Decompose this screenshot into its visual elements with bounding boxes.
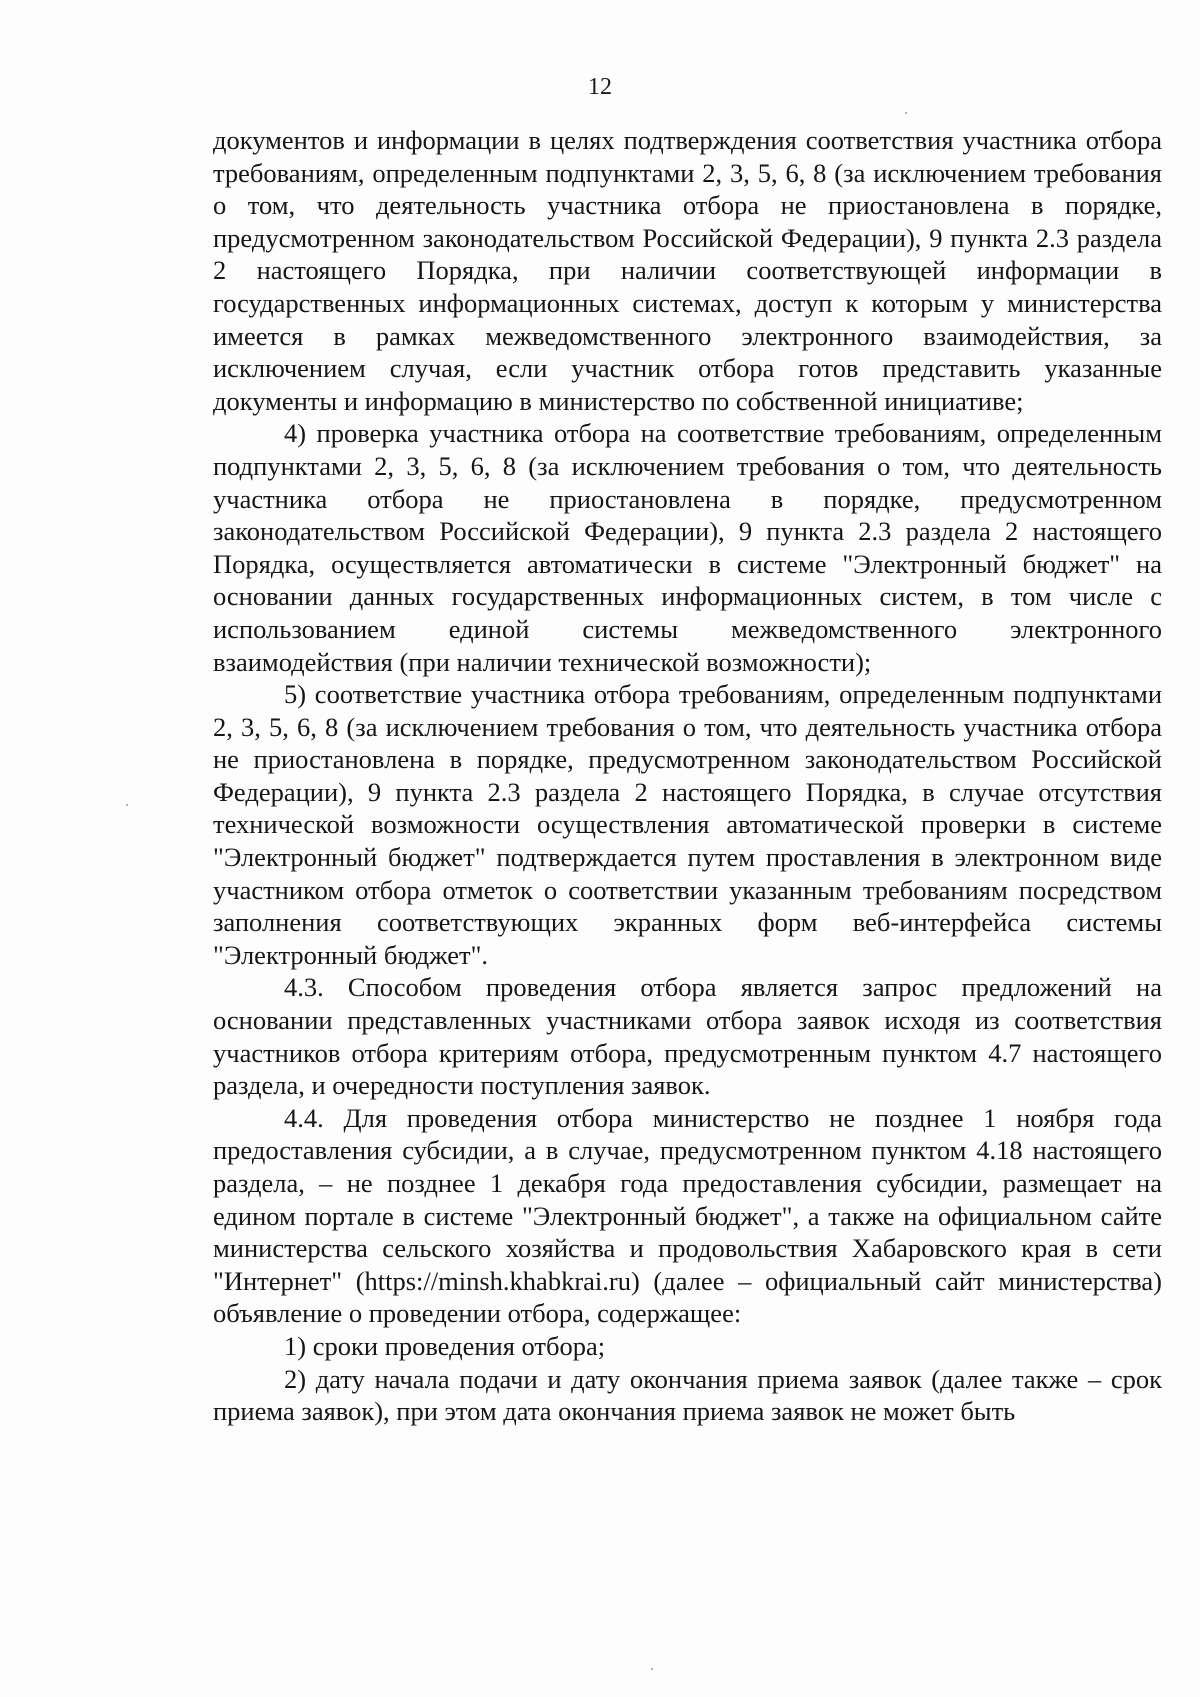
paragraph-list-item-2: 2) дату начала подачи и дату окончания приема заявок (далее также – срок приема заявок), при этом дата окончания приема заявок не может быть xyxy=(213,1363,1162,1427)
paragraph-item-4: 4) проверка участника отбора на соответствие требованиям, определенным подпунктами 2, 3, 5, 6, 8 (за исключением требования о том, что деятельность участника отбора не приостановлена в порядке, предусмотренном законодательством Российской Федерации), 9 пункта 2.3 раздела 2 настоящего Порядка, осуществляется автоматически в системе "Электронный бюджет" на основании данных государственных информационных систем, в том числе с использованием единой системы межведомственного электронного взаимодействия (при наличии технической возможности); xyxy=(213,418,1162,677)
scan-speck xyxy=(905,112,907,114)
scan-speck xyxy=(651,1668,653,1670)
document-body xyxy=(213,124,1162,1428)
paragraph-item-5: 5) соответствие участника отбора требованиям, определенным подпунктами 2, 3, 5, 6, 8 (за исключением требования о том, что деятельность участника отбора не приостановлена в порядке, предусмотренном законодательством Российской Федерации), 9 пункта 2.3 раздела 2 настоящего Порядка, в случае отсутствия технической возможности осуществления автоматической проверки в системе "Электронный бюджет" подтверждается путем проставления в электронном виде участником отбора отметок о соответствии указанным требованиям посредством заполнения соответствующих экранных форм веб-интерфейса системы "Электронный бюджет". xyxy=(213,679,1162,970)
paragraph-list-item-1: 1) сроки проведения отбора; xyxy=(284,1330,606,1361)
paragraph-4-4: 4.4. Для проведения отбора министерство не позднее 1 ноября года предоставления субсидии, а в случае, предусмотренном пунктом 4.18 настоящего раздела, – не позднее 1 декабря года предоставления субсидии, размещает на едином портале в системе "Электронный бюджет", а также на официальном сайте министерства сельского хозяйства и продовольствия Хабаровского края в сети "Интернет" (https://minsh.khabkrai.ru) (далее – официальный сайт министерства) объявление о проведении отбора, содержащее: xyxy=(213,1102,1162,1329)
paragraph-4-3: 4.3. Способом проведения отбора является запрос предложений на основании представленных участниками отбора заявок исходя из соответствия участников отбора критериям отбора, предусмотренным пунктом 4.7 настоящего раздела, и очередности поступления заявок. xyxy=(213,972,1162,1101)
scan-speck xyxy=(126,804,128,806)
paragraph-continuation: документов и информации в целях подтверждения соответствия участника отбора требованиям, определенным подпунктами 2, 3, 5, 6, 8 (за исключением требования о том, что деятельность участника отбора не приостановлена в порядке, предусмотренном законодательством Российской Федерации), 9 пункта 2.3 раздела 2 настоящего Порядка, при наличии соответствующей информации в государственных информационных системах, доступ к которым у министерства имеется в рамках межведомственного электронного взаимодействия, за исключением случая, если участник отбора готов представить указанные документы и информацию в министерство по собственной инициативе; xyxy=(213,125,1162,416)
page-number: 12 xyxy=(588,74,612,100)
